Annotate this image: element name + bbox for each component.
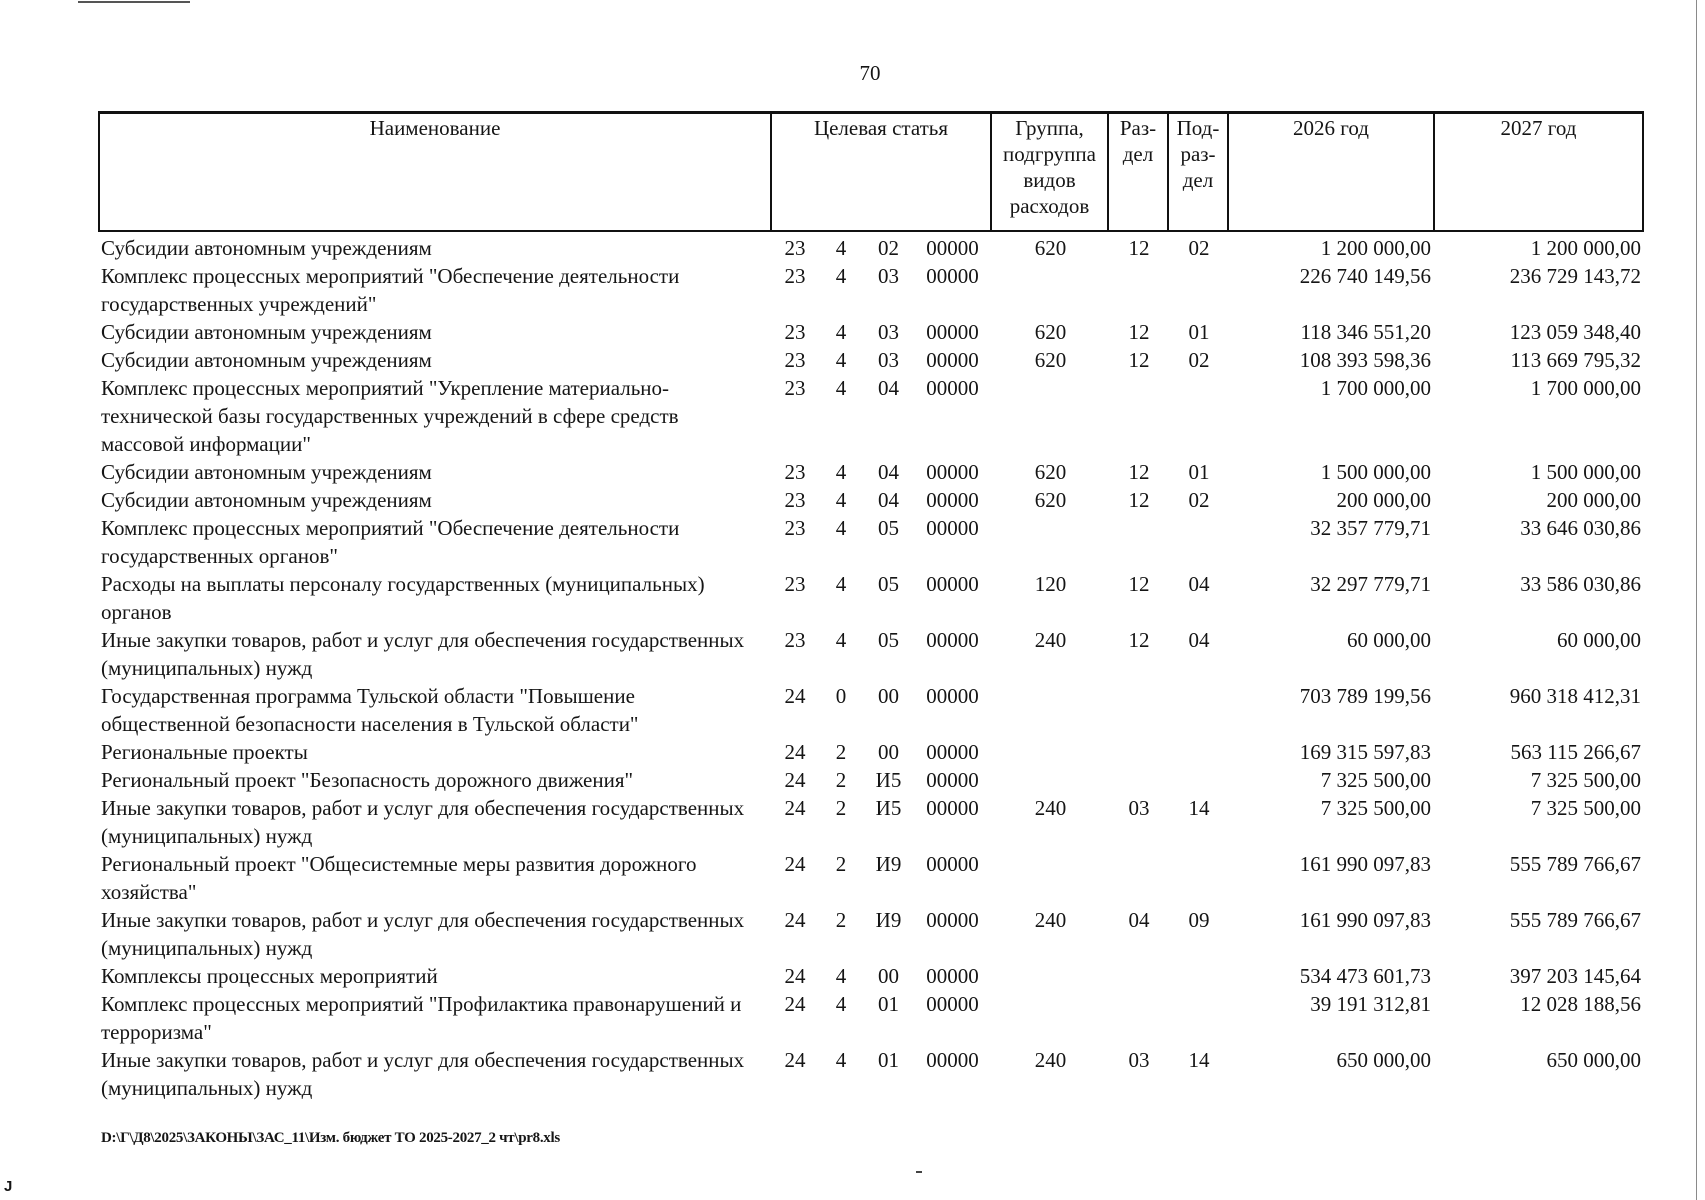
cell-code-subprogram: 4: [835, 628, 847, 652]
scan-edge-line: [1696, 0, 1697, 1200]
cell-amount-2026: 39 191 312,81: [1310, 992, 1431, 1016]
cell-code-direction: И5: [875, 768, 902, 792]
table-row: [98, 374, 1644, 458]
table-row: [98, 570, 1644, 626]
cell-amount-2027: 33 586 030,86: [1520, 572, 1641, 596]
cell-expense-group: 120: [1034, 572, 1067, 596]
cell-code-direction: И5: [875, 796, 902, 820]
cell-name: Комплекс процессных мероприятий "Обеспечение деятельности государственных учреждений": [101, 264, 680, 316]
cell-expense-group: [992, 738, 1109, 766]
cell-code-subprogram: 4: [835, 572, 847, 596]
cell-code-item: 00000: [926, 628, 979, 652]
cell-code-program: 23: [784, 348, 806, 372]
cell-code-item: 00000: [926, 460, 979, 484]
cell-code-direction: 05: [878, 572, 899, 596]
cell-amount-2026: 703 789 199,56: [1299, 684, 1431, 708]
cell-name: Региональный проект "Безопасность дорожного движения": [101, 768, 634, 792]
cell-expense-group: [992, 962, 1109, 990]
cell-code-subprogram: 2: [835, 740, 847, 764]
cell-subsection: [1169, 766, 1229, 794]
header-section: Раз- дел: [1109, 111, 1169, 232]
cell-name: Иные закупки товаров, работ и услуг для обеспечения государственных (муниципальных) нужд: [101, 1048, 745, 1100]
page-number: 70: [859, 61, 881, 85]
cell-amount-2026: 60 000,00: [1347, 628, 1431, 652]
cell-code-subprogram: 4: [835, 348, 847, 372]
cell-code-direction: 04: [878, 376, 899, 400]
header-subsection: Под- раз- дел: [1169, 111, 1229, 232]
cell-amount-2026: 161 990 097,83: [1299, 908, 1431, 932]
cell-expense-group: 240: [1034, 1048, 1067, 1072]
cell-section: [1109, 262, 1169, 318]
cell-code-program: 24: [784, 796, 806, 820]
table-row: [98, 514, 1644, 570]
cell-subsection: 14: [1188, 796, 1210, 820]
cell-name: Комплекс процессных мероприятий "Обеспечение деятельности государственных органов": [101, 516, 680, 568]
cell-amount-2027: 555 789 766,67: [1509, 852, 1641, 876]
cell-name: Комплексы процессных мероприятий: [101, 964, 438, 988]
table-row: [98, 850, 1644, 906]
cell-code-direction: 01: [878, 1048, 899, 1072]
cell-code-direction: 00: [878, 740, 899, 764]
cell-amount-2027: 12 028 188,56: [1520, 992, 1641, 1016]
table-row: [98, 234, 1644, 262]
cell-subsection: 14: [1188, 1048, 1210, 1072]
cell-subsection: 02: [1188, 488, 1210, 512]
cell-code-subprogram: 4: [835, 264, 847, 288]
cell-code-item: 00000: [926, 964, 979, 988]
header-year-2026: 2026 год: [1229, 111, 1435, 232]
cell-expense-group: [992, 990, 1109, 1046]
cell-amount-2026: 169 315 597,83: [1299, 740, 1431, 764]
cell-subsection: 04: [1188, 628, 1210, 652]
cell-code-program: 23: [784, 320, 806, 344]
cell-amount-2027: 7 325 500,00: [1530, 768, 1641, 792]
cell-code-subprogram: 4: [835, 460, 847, 484]
cell-expense-group: [992, 766, 1109, 794]
cell-code-subprogram: 4: [835, 516, 847, 540]
cell-code-direction: 04: [878, 488, 899, 512]
cell-code-item: 00000: [926, 320, 979, 344]
cell-name: Субсидии автономным учреждениям: [101, 236, 432, 260]
cell-amount-2026: 226 740 149,56: [1299, 264, 1431, 288]
cell-code-direction: 02: [878, 236, 899, 260]
cell-amount-2026: 108 393 598,36: [1299, 348, 1431, 372]
cell-expense-group: 240: [1034, 628, 1067, 652]
cell-code-item: 00000: [926, 908, 979, 932]
cell-amount-2027: 113 669 795,32: [1510, 348, 1641, 372]
cell-code-direction: 05: [878, 516, 899, 540]
cell-amount-2027: 60 000,00: [1557, 628, 1641, 652]
cell-section: [1109, 738, 1169, 766]
cell-subsection: [1169, 514, 1229, 570]
cell-name: Региональный проект "Общесистемные меры развития дорожного хозяйства": [101, 852, 697, 904]
cell-amount-2026: 200 000,00: [1336, 488, 1431, 512]
table-body: [98, 234, 1644, 1102]
cell-code-item: 00000: [926, 740, 979, 764]
cell-amount-2026: 118 346 551,20: [1300, 320, 1431, 344]
cell-expense-group: 620: [1034, 236, 1067, 260]
cell-section: 12: [1128, 488, 1150, 512]
table-row: [98, 626, 1644, 682]
cell-amount-2027: 7 325 500,00: [1530, 796, 1641, 820]
header-expense-group: Группа, подгруппа видов расходов: [992, 111, 1109, 232]
cell-subsection: 02: [1188, 348, 1210, 372]
cell-code-program: 24: [784, 852, 806, 876]
cell-subsection: [1169, 682, 1229, 738]
cell-code-program: 24: [784, 992, 806, 1016]
table-header: [98, 111, 1644, 232]
cell-expense-group: [992, 850, 1109, 906]
cell-section: [1109, 374, 1169, 458]
cell-expense-group: 620: [1034, 348, 1067, 372]
cell-amount-2027: 33 646 030,86: [1520, 516, 1641, 540]
cell-subsection: 04: [1188, 572, 1210, 596]
cell-subsection: 01: [1188, 320, 1210, 344]
cell-code-subprogram: 4: [835, 488, 847, 512]
cell-code-program: 24: [784, 684, 806, 708]
cell-amount-2026: 534 473 601,73: [1299, 964, 1431, 988]
cell-name: Субсидии автономным учреждениям: [101, 320, 432, 344]
cell-code-program: 23: [784, 236, 806, 260]
cell-code-item: 00000: [926, 572, 979, 596]
cell-section: 12: [1128, 236, 1150, 260]
cell-subsection: [1169, 738, 1229, 766]
cell-amount-2026: 1 500 000,00: [1320, 460, 1431, 484]
cell-amount-2026: 1 700 000,00: [1320, 376, 1431, 400]
cell-code-direction: 05: [878, 628, 899, 652]
cell-name: Субсидии автономным учреждениям: [101, 488, 432, 512]
cell-subsection: [1169, 374, 1229, 458]
cell-code-item: 00000: [926, 1048, 979, 1072]
cell-amount-2026: 32 297 779,71: [1310, 572, 1431, 596]
table-row: [98, 766, 1644, 794]
cell-name: Иные закупки товаров, работ и услуг для обеспечения государственных (муниципальных) нужд: [101, 796, 745, 848]
cell-expense-group: 240: [1034, 796, 1067, 820]
cell-amount-2027: 1 200 000,00: [1530, 236, 1641, 260]
cell-amount-2027: 960 318 412,31: [1509, 684, 1641, 708]
cell-code-item: 00000: [926, 376, 979, 400]
cell-section: 03: [1128, 1048, 1150, 1072]
header-name: Наименование: [98, 111, 772, 232]
cell-code-item: 00000: [926, 852, 979, 876]
table-row: [98, 458, 1644, 486]
cell-expense-group: [992, 262, 1109, 318]
header-year-2027: 2027 год: [1435, 111, 1644, 232]
cell-code-direction: 04: [878, 460, 899, 484]
cell-code-subprogram: 4: [835, 992, 847, 1016]
cell-code-program: 24: [784, 768, 806, 792]
cell-code-item: 00000: [926, 488, 979, 512]
cell-name: Комплекс процессных мероприятий "Профилактика правонарушений и терроризма": [101, 992, 742, 1044]
cell-code-program: 24: [784, 908, 806, 932]
cell-code-direction: 00: [878, 684, 899, 708]
cell-amount-2026: 7 325 500,00: [1320, 768, 1431, 792]
cell-name: Субсидии автономным учреждениям: [101, 348, 432, 372]
cell-name: Иные закупки товаров, работ и услуг для обеспечения государственных (муниципальных) нужд: [101, 628, 745, 680]
table-row: [98, 262, 1644, 318]
cell-amount-2027: 397 203 145,64: [1509, 964, 1641, 988]
header-target-article: Целевая статья: [772, 111, 992, 232]
cell-expense-group: [992, 682, 1109, 738]
cell-code-direction: 03: [878, 348, 899, 372]
cell-section: 12: [1128, 628, 1150, 652]
table-row: [98, 486, 1644, 514]
cell-amount-2027: 200 000,00: [1546, 488, 1641, 512]
footer-file-path: D:\Г\Д8\2025\ЗАКОНЫ\ЗАС_11\Изм. бюджет ТО 2025-2027_2 чт\pr8.xls: [101, 1130, 560, 1146]
cell-expense-group: 240: [1034, 908, 1067, 932]
cell-expense-group: [992, 374, 1109, 458]
table-row: [98, 990, 1644, 1046]
cell-code-item: 00000: [926, 264, 979, 288]
cell-code-program: 23: [784, 264, 806, 288]
cell-section: 12: [1128, 572, 1150, 596]
cell-section: [1109, 962, 1169, 990]
cell-subsection: [1169, 962, 1229, 990]
cell-code-program: 23: [784, 516, 806, 540]
cell-amount-2027: 236 729 143,72: [1509, 264, 1641, 288]
cell-name: Субсидии автономным учреждениям: [101, 460, 432, 484]
cell-code-program: 23: [784, 628, 806, 652]
cell-code-program: 24: [784, 1048, 806, 1072]
table-row: [98, 346, 1644, 374]
table-row: [98, 682, 1644, 738]
cell-code-program: 23: [784, 460, 806, 484]
cell-subsection: [1169, 850, 1229, 906]
cell-section: 12: [1128, 348, 1150, 372]
cell-code-subprogram: 4: [835, 376, 847, 400]
cell-code-subprogram: 4: [835, 320, 847, 344]
cell-code-program: 23: [784, 376, 806, 400]
cell-section: [1109, 990, 1169, 1046]
cell-section: 03: [1128, 796, 1150, 820]
cell-subsection: [1169, 990, 1229, 1046]
cell-section: 12: [1128, 460, 1150, 484]
cell-section: 12: [1128, 320, 1150, 344]
table-row: [98, 1046, 1644, 1102]
cell-name: Комплекс процессных мероприятий "Укрепление материально- технической базы государственных учреждений в сфере средств массовой информации": [101, 376, 679, 456]
cell-code-direction: И9: [875, 852, 902, 876]
bottom-dash-mark: [916, 1171, 922, 1173]
cell-amount-2027: 1 700 000,00: [1530, 376, 1641, 400]
cell-section: [1109, 766, 1169, 794]
table-row: [98, 906, 1644, 962]
cell-amount-2027: 123 059 348,40: [1509, 320, 1641, 344]
cell-name: Расходы на выплаты персоналу государственных (муниципальных) органов: [101, 572, 705, 624]
cell-code-subprogram: 2: [835, 852, 847, 876]
cell-subsection: 09: [1188, 908, 1210, 932]
cell-code-subprogram: 2: [835, 908, 847, 932]
cell-code-program: 23: [784, 488, 806, 512]
cell-name: Иные закупки товаров, работ и услуг для обеспечения государственных (муниципальных) нужд: [101, 908, 745, 960]
cell-code-subprogram: 4: [835, 1048, 847, 1072]
cell-code-direction: 00: [878, 964, 899, 988]
scan-mark: J: [4, 1178, 13, 1195]
cell-amount-2026: 161 990 097,83: [1299, 852, 1431, 876]
cell-amount-2026: 1 200 000,00: [1320, 236, 1431, 260]
cell-code-program: 24: [784, 740, 806, 764]
table-row: [98, 738, 1644, 766]
cell-code-item: 00000: [926, 348, 979, 372]
cell-section: 04: [1128, 908, 1150, 932]
cell-amount-2026: 32 357 779,71: [1310, 516, 1431, 540]
cell-code-subprogram: 4: [835, 964, 847, 988]
cell-code-program: 23: [784, 572, 806, 596]
cell-code-subprogram: 4: [835, 236, 847, 260]
cell-code-subprogram: 2: [835, 796, 847, 820]
cell-amount-2026: 650 000,00: [1336, 1048, 1431, 1072]
cell-code-item: 00000: [926, 516, 979, 540]
cell-subsection: 02: [1188, 236, 1210, 260]
cell-expense-group: 620: [1034, 488, 1067, 512]
cell-amount-2027: 563 115 266,67: [1510, 740, 1641, 764]
cell-code-item: 00000: [926, 992, 979, 1016]
cell-expense-group: 620: [1034, 320, 1067, 344]
cell-code-direction: 03: [878, 264, 899, 288]
table-row: [98, 318, 1644, 346]
cell-amount-2027: 650 000,00: [1546, 1048, 1641, 1072]
cell-expense-group: 620: [1034, 460, 1067, 484]
cell-code-item: 00000: [926, 796, 979, 820]
cell-name: Государственная программа Тульской области "Повышение общественной безопасности населения в Тульской области": [101, 684, 639, 736]
cell-amount-2027: 1 500 000,00: [1530, 460, 1641, 484]
cell-code-direction: И9: [875, 908, 902, 932]
cell-code-item: 00000: [926, 684, 979, 708]
cell-name: Региональные проекты: [101, 740, 308, 764]
cell-section: [1109, 850, 1169, 906]
cell-section: [1109, 682, 1169, 738]
cell-section: [1109, 514, 1169, 570]
cell-subsection: [1169, 262, 1229, 318]
cell-subsection: 01: [1188, 460, 1210, 484]
table-row: [98, 794, 1644, 850]
cell-code-direction: 03: [878, 320, 899, 344]
cell-amount-2026: 7 325 500,00: [1320, 796, 1431, 820]
cell-code-item: 00000: [926, 768, 979, 792]
cell-code-program: 24: [784, 964, 806, 988]
cell-code-item: 00000: [926, 236, 979, 260]
cell-expense-group: [992, 514, 1109, 570]
cell-code-direction: 01: [878, 992, 899, 1016]
cell-amount-2027: 555 789 766,67: [1509, 908, 1641, 932]
table-row: [98, 962, 1644, 990]
cell-code-subprogram: 0: [835, 684, 847, 708]
cell-code-subprogram: 2: [835, 768, 847, 792]
top-rule-line: [78, 1, 190, 3]
